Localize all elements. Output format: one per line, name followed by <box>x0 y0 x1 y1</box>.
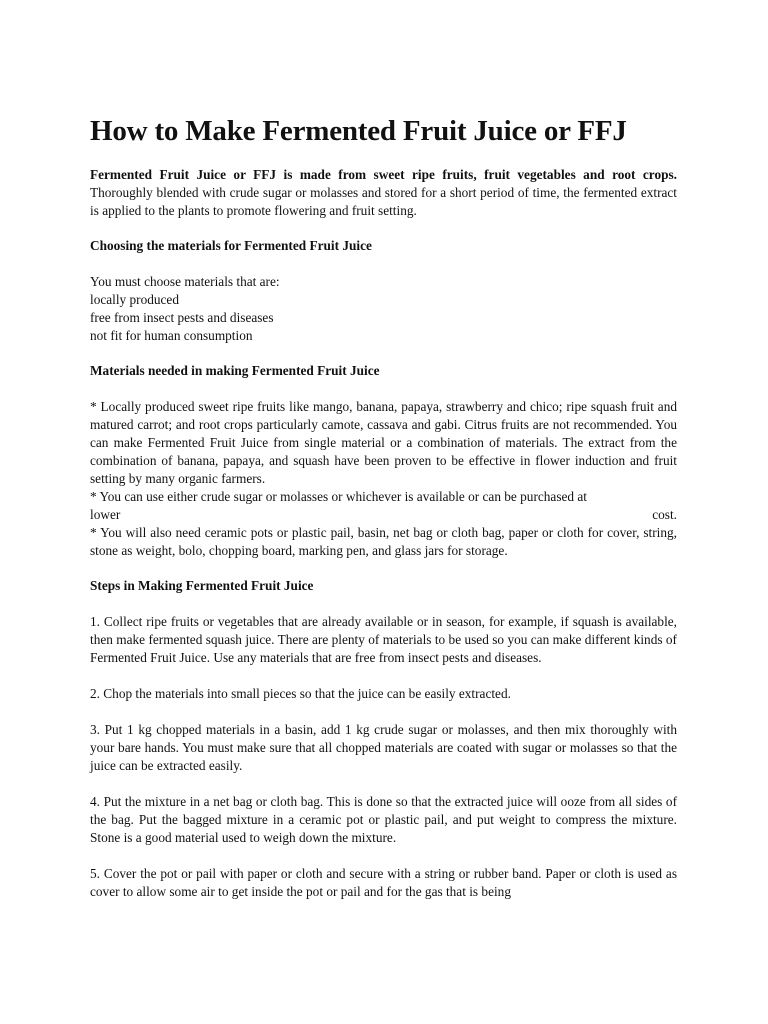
materials-item-sugar: * You can use either crude sugar or molasses or whichever is available or can be purchased at <box>90 489 587 504</box>
choosing-heading: Choosing the materials for Fermented Fruit Juice <box>90 238 372 253</box>
materials-item-sugar-left: lower <box>90 507 121 522</box>
intro-paragraph <box>90 166 677 220</box>
step-item: 1. Collect ripe fruits or vegetables that are already available or in season, for example, if squash is available, then make fermented squash juice. There are plenty of materials to be used so you can make different kinds of Fermented Fruit Juice. Use any materials that are free from insect pests and diseases. <box>90 614 677 665</box>
list-item: locally produced <box>90 292 179 307</box>
materials-item-fruits: * Locally produced sweet ripe fruits like mango, banana, papaya, strawberry and chico; ripe squash fruit and matured carrot; and root crops particularly camote, cassava and gabi. Citrus fruits are not recommended. You can make Fermented Fruit Juice from single material or a combination of materials. The extract from the combination of banana, papaya, and squash have been proven to be effective in flower induction and fruit setting by many organic farmers. <box>90 399 677 486</box>
materials-item-tools: * You will also need ceramic pots or plastic pail, basin, net bag or cloth bag, paper or cloth for cover, string, stone as weight, bolo, chopping board, marking pen, and glass jars for storage. <box>90 525 677 558</box>
step-item: 2. Chop the materials into small pieces so that the juice can be easily extracted. <box>90 686 511 701</box>
list-item: not fit for human consumption <box>90 328 253 343</box>
materials-item-sugar-continued <box>90 506 677 524</box>
step-item: 3. Put 1 kg chopped materials in a basin, add 1 kg crude sugar or molasses, and then mix thoroughly with your bare hands. You must make sure that all chopped materials are coated with sugar or molasses so that the juice can be extracted easily. <box>90 722 677 773</box>
intro-bold-text: Fermented Fruit Juice or FFJ is made from sweet ripe fruits, fruit vegetables and root crops. <box>90 167 677 182</box>
choosing-list <box>90 273 677 345</box>
steps-heading: Steps in Making Fermented Fruit Juice <box>90 578 314 593</box>
step-item: 4. Put the mixture in a net bag or cloth bag. This is done so that the extracted juice will ooze from all sides of the bag. Put the bagged mixture in a ceramic pot or plastic pail, and put weight to compress the mixture. Stone is a good material used to weigh down the mixture. <box>90 794 677 845</box>
document-content <box>90 112 677 901</box>
materials-item-sugar-right: cost. <box>652 507 677 522</box>
page-title: How to Make Fermented Fruit Juice or FFJ <box>90 115 627 147</box>
materials-list <box>90 398 677 560</box>
choosing-lead: You must choose materials that are: <box>90 274 280 289</box>
step-item: 5. Cover the pot or pail with paper or cloth and secure with a string or rubber band. Paper or cloth is used as cover to allow some air to get inside the pot or pail and for the gas that is being <box>90 866 677 899</box>
materials-heading: Materials needed in making Fermented Fruit Juice <box>90 363 380 378</box>
list-item: free from insect pests and diseases <box>90 310 274 325</box>
intro-text: Thoroughly blended with crude sugar or molasses and stored for a short period of time, the fermented extract is applied to the plants to promote flowering and fruit setting. <box>90 185 677 218</box>
